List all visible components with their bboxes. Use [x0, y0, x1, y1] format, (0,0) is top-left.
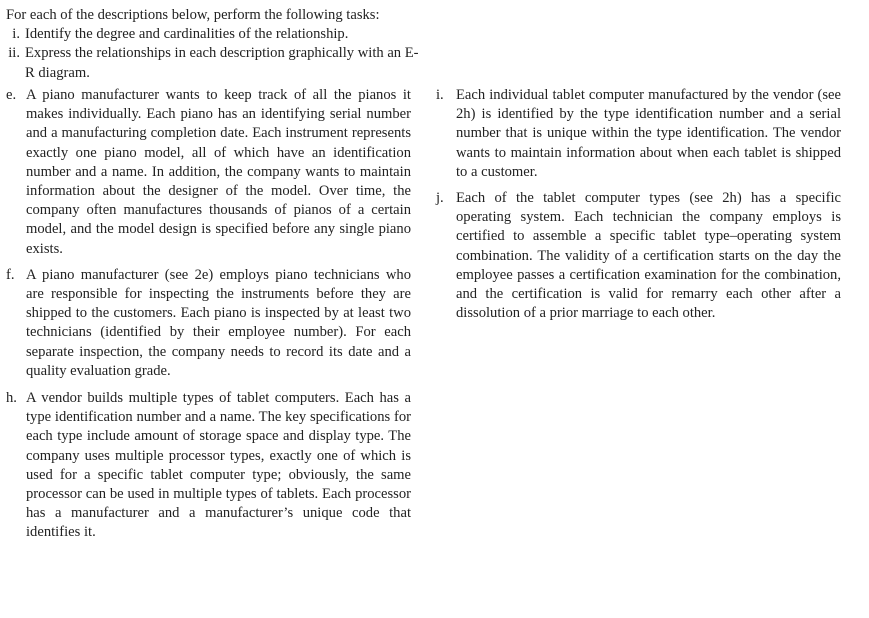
left-column	[6, 86, 411, 550]
description-label: f.	[6, 266, 15, 283]
description-text: A vendor builds multiple types of tablet computers. Each has a type identification number and a name. The key specifications for each type include amount of storage space and display type. The company uses multiple processor types, exactly one of which is used for a specific tablet computer type; obviously, the same processor can be used in multiple types of tablets. Each processor has a manufacturer and a manufacturer’s unique code that identifies it.	[26, 390, 411, 541]
description-text: A piano manufacturer (see 2e) employs piano technicians who are responsible for inspecting the instruments before they are shipped to the customers. Each piano is inspected by at least two technicians (identified by their employee number). For each separate inspection, the company needs to record its date and a quality evaluation grade.	[26, 266, 411, 379]
description-f	[6, 266, 411, 381]
description-e	[6, 86, 411, 259]
description-text: Each individual tablet computer manufactured by the vendor (see 2h) is identified by the type identification number and a serial number that is unique within the type identification. The vendor wants to maintain information about when each tablet is shipped to a customer.	[456, 87, 841, 180]
instructions	[6, 6, 426, 83]
right-column	[436, 86, 841, 330]
description-label: i.	[436, 87, 444, 103]
task-text: Express the relationships in each description graphically with an E-R diagram.	[25, 45, 419, 81]
description-h	[6, 389, 411, 543]
task-list	[6, 25, 426, 83]
task-item	[6, 25, 426, 44]
description-label: e.	[6, 87, 17, 103]
instructions-lead: For each of the descriptions below, perform the following tasks:	[6, 7, 380, 23]
description-j	[436, 189, 841, 323]
task-item	[6, 44, 426, 82]
description-label: h.	[6, 390, 17, 407]
task-text: Identify the degree and cardinalities of the relationship.	[25, 26, 349, 43]
description-i	[436, 86, 841, 182]
task-marker: ii.	[8, 45, 20, 62]
description-text: Each of the tablet computer types (see 2h) has a specific operating system. Each technician the company employs is certified to assemble a specific tablet type–operating system combination. The validity of a certification starts on the day the employee passes a certification examination for the combination, and the certification is valid for remarry each other after a dissolution of a prior marriage to each other.	[456, 190, 841, 322]
task-marker: i.	[12, 26, 20, 43]
description-text: A piano manufacturer wants to keep track of all the pianos it makes individually. Each piano has an identifying serial number and a manufacturing completion date. Each instrument represents exactly one piano model, all of which have an identification number and a name. In addition, the company wants to maintain information about the designer of the model. Over time, the company often manufactures thousands of pianos of a certain model, and the model design is specified before any single piano exists.	[26, 87, 411, 257]
description-label: j.	[436, 190, 444, 207]
